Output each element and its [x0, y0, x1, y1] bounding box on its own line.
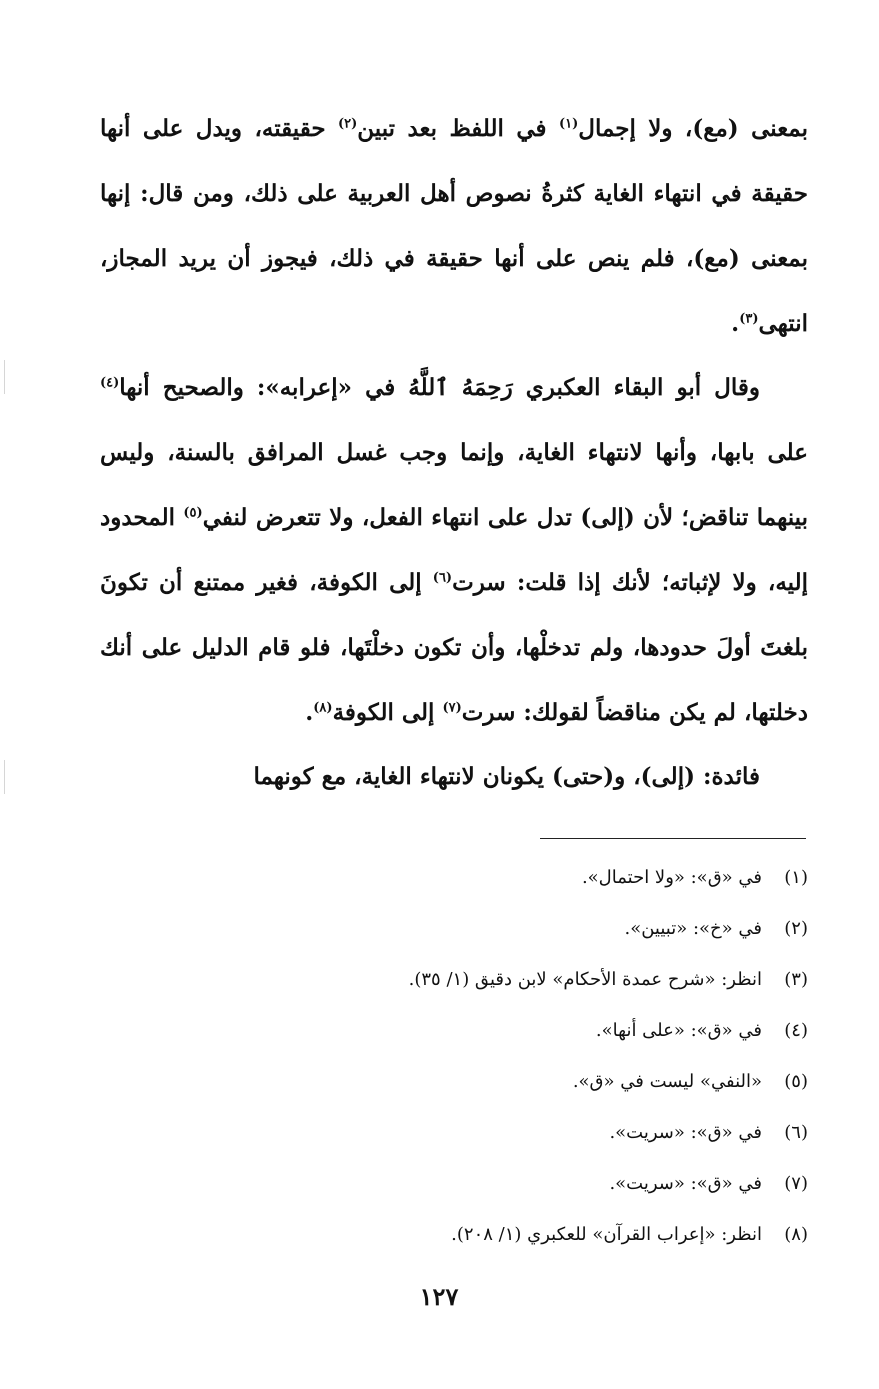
footnote-text: انظر: «شرح عمدة الأحكام» لابن دقيق (١/ ٣٥). — [408, 969, 762, 990]
footnote-text: «النفي» ليست في «ق». — [572, 1071, 762, 1092]
margin-mark — [4, 360, 5, 394]
footnote-separator — [540, 838, 806, 839]
footnote-text: في «ق»: «ولا احتمال». — [581, 867, 762, 888]
footnote-number: (٧) — [784, 1173, 808, 1194]
footnote-item — [120, 1056, 808, 1107]
footnote-text: انظر: «إعراب القرآن» للعكبري (١/ ٢٠٨). — [451, 1224, 762, 1245]
paragraph-1 — [100, 96, 808, 356]
footnote-ref[interactable]: (٤) — [100, 375, 120, 391]
text-run: بمعنى (مع)، ولا إجمال — [578, 115, 808, 142]
footnote-number: (٢) — [784, 918, 808, 939]
footnote-number: (٤) — [784, 1020, 808, 1041]
paragraph-3 — [100, 744, 808, 809]
footnote-ref[interactable]: (١) — [558, 116, 579, 132]
footnotes-list — [120, 852, 808, 1260]
margin-mark — [4, 760, 5, 794]
text-run: المحدود إليه، ولا لإثباته؛ لأنك إذا قلت: سرت — [100, 504, 808, 596]
text-run: . — [731, 310, 740, 337]
footnote-number: (٥) — [784, 1071, 808, 1092]
footnote-item — [120, 1107, 808, 1158]
text-run: في اللفظ بعد تبين — [357, 115, 559, 142]
footnote-item — [120, 903, 808, 954]
paragraph-2 — [100, 355, 808, 745]
footnote-ref[interactable]: (٧) — [442, 700, 462, 716]
text-run: حقيقته، ويدل على أنها حقيقة في انتهاء الغاية كثرةُ نصوص أهل العربية على ذلك، ومن قال: إنها بمعنى (مع)، فلم ينص على أنها حقيقة في ذلك، فيجوز أن يريد المجاز، انتهى — [100, 115, 808, 337]
footnote-ref[interactable]: (٨) — [313, 700, 333, 716]
footnote-ref[interactable]: (٦) — [432, 570, 453, 586]
text-run: على بابها، وأنها لانتهاء الغاية، وإنما وجب غسل المرافق بالسنة، وليس بينهما تناقض؛ لأن (إلى) تدل على انتهاء الفعل، ولا تتعرض لنفي — [100, 439, 808, 531]
footnote-item — [120, 1158, 808, 1209]
text-run: إلى الكوفة، فغير ممتنع أن تكونَ بلغتَ أولَ حدودها، ولم تدخلْها، وأن تكون دخلْتَها، فلو قام الدليل على أنك دخلتها، لم يكن مناقضاً لقولك: سرت — [100, 569, 808, 726]
text-run: وقال أبو البقاء العكبري رَحِمَهُ ٱللَّهُ في «إعرابه»: والصحيح أنها — [119, 374, 760, 401]
footnote-item — [120, 1209, 808, 1260]
text-run: . — [305, 699, 314, 726]
footnote-ref[interactable]: (٣) — [739, 311, 759, 327]
footnote-number: (٦) — [784, 1122, 808, 1143]
footnote-text: في «ق»: «سريت». — [609, 1173, 762, 1194]
page-number: ١٢٧ — [419, 1282, 459, 1311]
footnote-item — [120, 954, 808, 1005]
footnote-ref[interactable]: (٥) — [183, 505, 203, 521]
footnote-number: (٣) — [784, 969, 808, 990]
footnote-number: (١) — [784, 867, 808, 888]
text-run: فائدة: (إلى)، و(حتى) يكونان لانتهاء الغاية، مع كونهما — [253, 763, 760, 790]
footnote-text: في «ق»: «سريت». — [609, 1122, 762, 1143]
footnote-ref[interactable]: (٢) — [337, 116, 358, 132]
footnote-text: في «ق»: «على أنها». — [595, 1020, 762, 1041]
text-run: إلى الكوفة — [332, 699, 443, 726]
footnote-item — [120, 852, 808, 903]
footnote-number: (٨) — [784, 1224, 808, 1245]
footnote-text: في «خ»: «تبيين». — [624, 918, 762, 939]
footnote-item — [120, 1005, 808, 1056]
